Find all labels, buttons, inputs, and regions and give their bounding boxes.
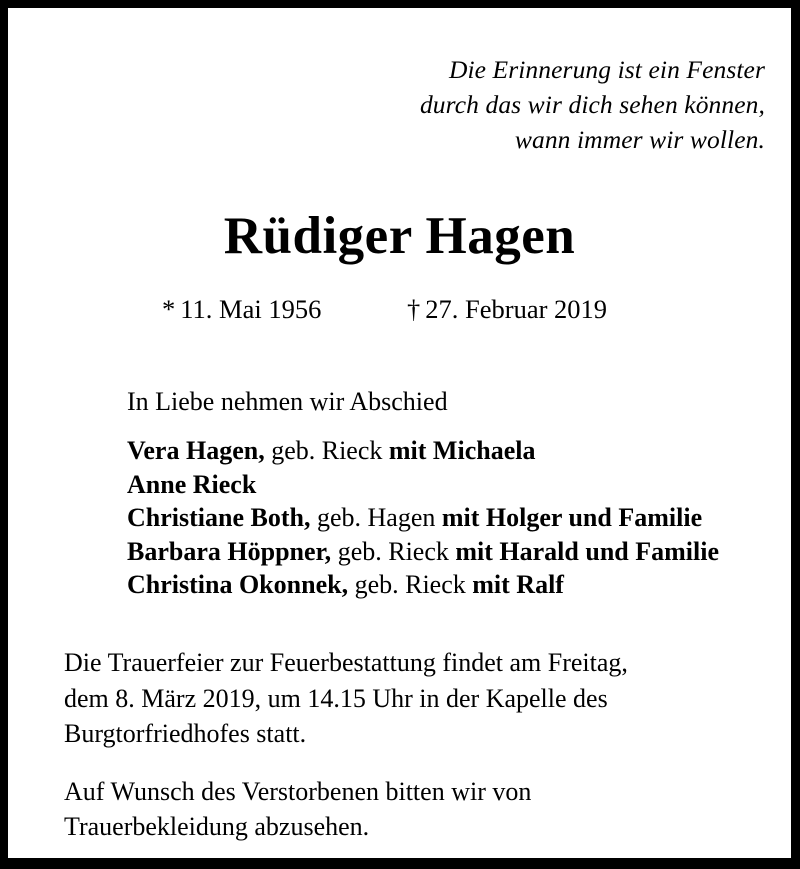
life-dates-inner (162, 292, 637, 326)
survivor-line (127, 568, 773, 602)
survivor-companions: mit Harald und Familie (455, 536, 719, 566)
obituary-card-inner (8, 8, 791, 858)
quote-line-2: durch das wir dich sehen können, (419, 90, 765, 119)
deceased-name: Rüdiger Hagen (223, 207, 576, 265)
birth-star-icon: * (162, 294, 176, 324)
survivor-companions: mit Holger und Familie (441, 503, 703, 533)
birth-date-text: 11. Mai 1956 (180, 294, 322, 324)
survivor-maiden-name: geb. Rieck (331, 536, 456, 566)
survivor-line (127, 434, 773, 468)
survivor-name: Anne Rieck (127, 469, 257, 499)
death-cross-icon: † (407, 294, 421, 324)
survivors-intro: In Liebe nehmen wir Abschied (127, 387, 448, 416)
memorial-quote (145, 52, 765, 157)
survivor-name: Vera Hagen, (127, 436, 265, 465)
survivors-section (127, 385, 773, 602)
survivor-maiden-name: geb. Rieck (348, 570, 473, 600)
survivor-name: Christina Okonnek, (127, 570, 349, 600)
quote-line-1: Die Erinnerung ist ein Fenster (448, 55, 765, 84)
death-date-text: 27. Februar 2019 (425, 294, 608, 324)
survivor-name: Barbara Höppner, (127, 536, 332, 566)
dress-code-line-1: Auf Wunsch des Verstorbenen bitten wir von (64, 776, 532, 806)
survivor-line (127, 468, 773, 502)
death-date-group (407, 292, 607, 326)
survivor-line (127, 535, 773, 569)
birth-date-group (162, 292, 407, 326)
life-dates (8, 292, 791, 326)
survivor-maiden-name: geb. Hagen (310, 503, 442, 533)
funeral-service-line-2: dem 8. März 2019, um 14.15 Uhr in der Kapelle des (64, 683, 608, 713)
funeral-service-paragraph (64, 645, 773, 752)
survivor-line (127, 501, 773, 535)
quote-line-3: wann immer wir wollen. (514, 125, 765, 154)
dress-code-line-2: Trauerbekleidung abzusehen. (64, 812, 370, 841)
dress-code-paragraph (64, 774, 773, 845)
survivor-name: Christiane Both, (127, 503, 311, 533)
survivor-companions: mit Ralf (472, 570, 564, 600)
funeral-service-line-3: Burgtorfriedhofes statt. (64, 719, 307, 748)
survivor-maiden-name: geb. Rieck (264, 436, 389, 465)
survivor-companions: mit Michaela (388, 436, 536, 465)
closing-section (64, 645, 773, 845)
funeral-service-line-1: Die Trauerfeier zur Feuerbestattung findet am Freitag, (64, 648, 628, 677)
